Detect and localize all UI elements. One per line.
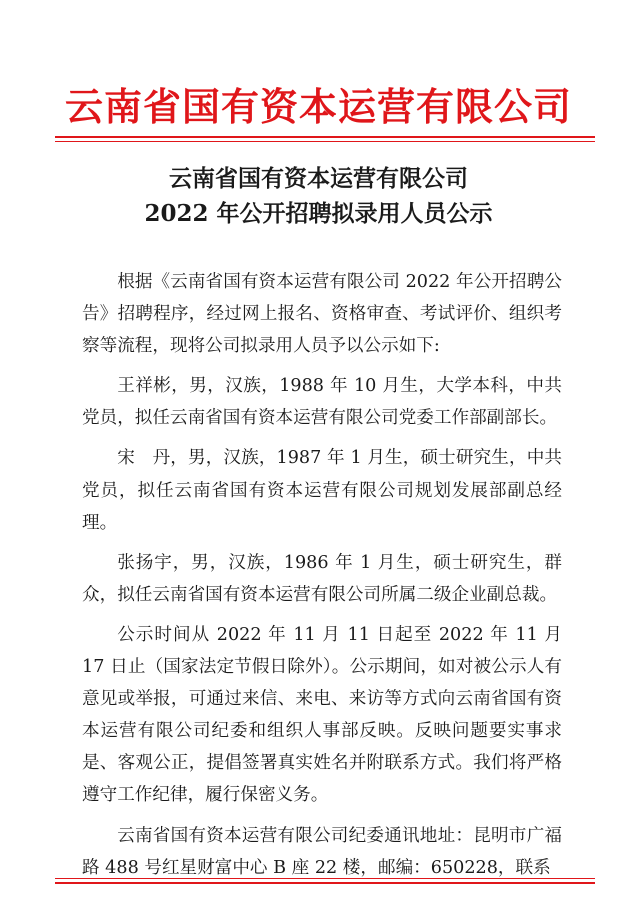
- paragraph-candidate-1: 王祥彬，男，汉族，1988 年 10 月生，大学本科，中共党员，拟任云南省国有资本运营有限公司党委工作部副部长。: [82, 376, 562, 429]
- document-title-line-1: 云南省国有资本运营有限公司: [169, 165, 468, 192]
- document-body: [82, 266, 562, 884]
- paragraph-candidate-3: 张扬宇，男，汉族，1986 年 1 月生，硕士研究生，群众，拟任云南省国有资本运营有限公司所属二级企业副总裁。: [82, 552, 562, 605]
- document-title-line-2: 2022 年公开招聘拟录用人员公示: [144, 200, 493, 227]
- footer-red-rule-thin: [55, 878, 595, 879]
- letterhead-org-name: 云南省国有资本运营有限公司: [64, 85, 572, 129]
- letterhead-red-rule-thin: [55, 141, 595, 142]
- paragraph-candidate-2: 宋 丹，男，汉族，1987 年 1 月生，硕士研究生，中共党员，拟任云南省国有资本运营有限公司规划发展部副总经理。: [82, 448, 562, 533]
- letterhead-red-rule: [55, 136, 595, 138]
- paragraph-intro: 根据《云南省国有资本运营有限公司 2022 年公开招聘公告》招聘程序，经过网上报名、资格审查、考试评价、组织考察等流程，现将公司拟录用人员予以公示如下:: [82, 272, 562, 357]
- paragraph-contact-address: 云南省国有资本运营有限公司纪委通讯地址：昆明市广福路 488 号红星财富中心 B 座 22 楼，邮编：650228，联系: [82, 825, 562, 878]
- footer-red-rule: [55, 882, 595, 884]
- paragraph-notice-period: 公示时间从 2022 年 11 月 11 日起至 2022 年 11 月 17 日止（国家法定节假日除外）。公示期间，如对被公示人有意见或举报，可通过来信、来电、来访等方式向云南省国有资本运营有限公司纪委和组织人事部反映。反映问题要实事求是、客观公正，提倡签署真实姓名并附联系方式。我们将严格遵守工作纪律，履行保密义务。: [82, 624, 562, 806]
